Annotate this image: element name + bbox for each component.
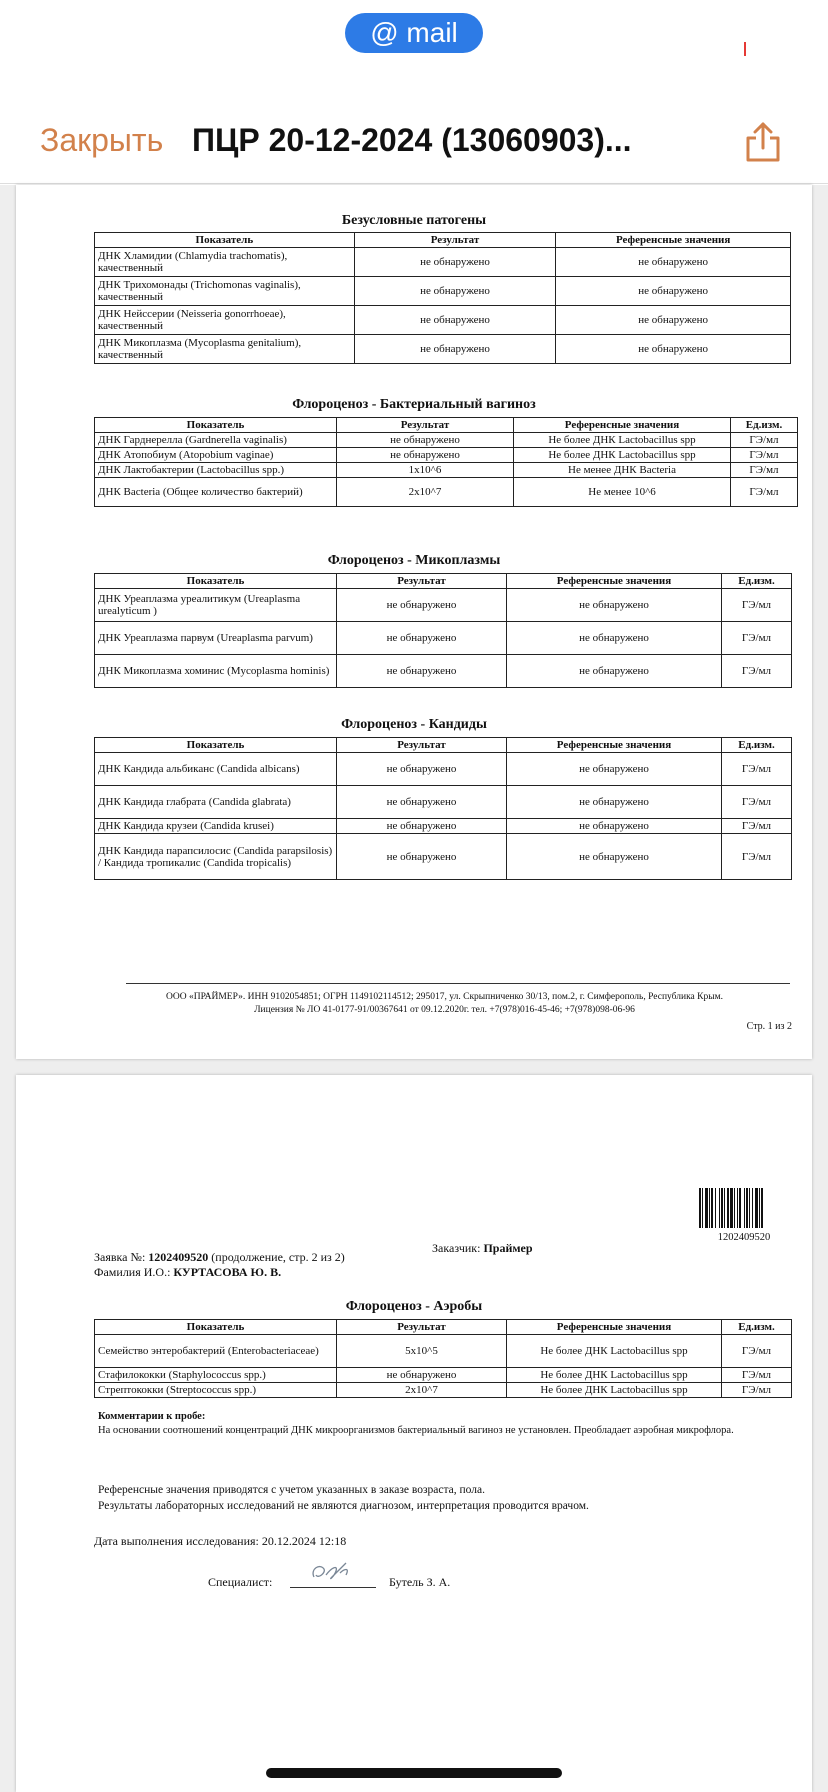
unit-cell: ГЭ/мл: [722, 622, 792, 655]
specialist-name: Бутель З. А.: [389, 1575, 451, 1589]
order-suffix: (продолжение, стр. 2 из 2): [211, 1250, 345, 1264]
result-cell: не обнаружено: [337, 448, 514, 463]
results-table: [94, 232, 791, 364]
study-date: [94, 1534, 346, 1549]
section-title: Безусловные патогены: [341, 213, 487, 228]
section-title: Флороценоз - Кандиды: [341, 717, 487, 732]
barcode-number: 1202409520: [717, 1232, 771, 1243]
indicator-cell: ДНК Bacteria (Общее количество бактерий): [95, 478, 337, 507]
date-value: 20.12.2024 12:18: [261, 1534, 347, 1548]
reference-cell: не обнаружено: [556, 248, 791, 277]
disclaimer-line: Референсные значения приводятся с учетом указанных в заказе возраста, пола.: [98, 1484, 485, 1496]
table-row: [95, 335, 791, 364]
table-row: [95, 1368, 792, 1383]
column-header: Ед.изм.: [731, 418, 798, 433]
indicator-cell: Семейство энтеробактерий (Enterobacteriaceae): [95, 1335, 337, 1368]
unit-cell: ГЭ/мл: [722, 1383, 792, 1398]
reference-cell: Не менее 10^6: [514, 478, 731, 507]
section-title: Флороценоз - Бактериальный вагиноз: [292, 397, 536, 412]
table-row: [95, 622, 792, 655]
unit-cell: ГЭ/мл: [731, 478, 798, 507]
mail-brand-pill: @ mail: [345, 13, 483, 53]
indicator-cell: Стафилококки (Staphylococcus spp.): [95, 1368, 337, 1383]
disclaimer: [98, 1482, 798, 1514]
order-label: Заявка №:: [94, 1250, 146, 1264]
comment-text: На основании соотношений концентраций ДНК микроорганизмов бактериальный вагиноз не установлен. Преобладает аэробная микрофлора.: [98, 1425, 734, 1436]
column-header: Показатель: [95, 574, 337, 589]
reference-cell: не обнаружено: [507, 753, 722, 786]
unit-cell: ГЭ/мл: [722, 589, 792, 622]
table-row: [95, 433, 798, 448]
table-row: [95, 834, 792, 880]
reference-cell: Не более ДНК Lactobacillus spp: [514, 433, 731, 448]
column-header: Ед.изм.: [722, 574, 792, 589]
pdf-page-1: [16, 185, 812, 1059]
result-cell: 2x10^7: [337, 1383, 507, 1398]
indicator-cell: ДНК Нейссерии (Neisseria gonorrhoeae), качественный: [95, 306, 355, 335]
unit-cell: ГЭ/мл: [722, 786, 792, 819]
column-header: Результат: [354, 233, 556, 248]
section-title: Флороценоз - Микоплазмы: [327, 553, 501, 568]
result-cell: не обнаружено: [354, 277, 556, 306]
reference-cell: не обнаружено: [556, 277, 791, 306]
barcode: [699, 1188, 791, 1228]
result-cell: не обнаружено: [337, 622, 507, 655]
indicator-cell: ДНК Кандида глабрата (Candida glabrata): [95, 786, 337, 819]
column-header: Результат: [337, 418, 514, 433]
table-row: [95, 478, 798, 507]
column-header: Результат: [337, 738, 507, 753]
column-header: Показатель: [95, 233, 355, 248]
reference-cell: Не более ДНК Lactobacillus spp: [507, 1368, 722, 1383]
result-cell: не обнаружено: [337, 589, 507, 622]
reference-cell: не обнаружено: [507, 819, 722, 834]
reference-cell: не обнаружено: [507, 655, 722, 688]
result-cell: 2x10^7: [337, 478, 514, 507]
reference-cell: Не более ДНК Lactobacillus spp: [507, 1335, 722, 1368]
indicator-cell: ДНК Микоплазма (Mycoplasma genitalium), качественный: [95, 335, 355, 364]
indicator-cell: ДНК Хламидии (Chlamydia trachomatis), качественный: [95, 248, 355, 277]
indicator-cell: Стрептококки (Streptococcus spp.): [95, 1383, 337, 1398]
unit-cell: ГЭ/мл: [722, 1335, 792, 1368]
column-header: Референсные значения: [514, 418, 731, 433]
close-button[interactable]: Закрыть: [40, 122, 164, 158]
pdf-viewer[interactable]: [0, 185, 828, 1792]
column-header: Референсные значения: [507, 574, 722, 589]
reference-cell: не обнаружено: [507, 589, 722, 622]
column-header: Показатель: [95, 738, 337, 753]
indicator-cell: ДНК Уреаплазма парвум (Ureaplasma parvum): [95, 622, 337, 655]
footer-license: Лицензия № ЛО 41-0177-91/00367641 от 09.12.2020г. тел. +7(978)016-45-46; +7(978)098-06-96: [254, 1005, 635, 1015]
result-cell: не обнаружено: [337, 753, 507, 786]
reference-cell: не обнаружено: [507, 622, 722, 655]
indicator-cell: ДНК Кандида альбиканс (Candida albicans): [95, 753, 337, 786]
table-row: [95, 1383, 792, 1398]
footer-company: ООО «ПРАЙМЕР». ИНН 9102054851; ОГРН 1149102114512; 295017, ул. Скрыпниченко 30/13, пом.2, г. Симферополь, Республика Крым.: [166, 992, 723, 1002]
reference-cell: не обнаружено: [556, 335, 791, 364]
result-cell: не обнаружено: [354, 335, 556, 364]
indicator-cell: ДНК Уреаплазма уреалитикум (Ureaplasma urealyticum ): [95, 589, 337, 622]
result-cell: 5x10^5: [337, 1335, 507, 1368]
result-cell: не обнаружено: [337, 433, 514, 448]
patient-line: [94, 1265, 281, 1280]
table-row: [95, 753, 792, 786]
unit-cell: ГЭ/мл: [731, 448, 798, 463]
column-header: Референсные значения: [507, 1320, 722, 1335]
unit-cell: ГЭ/мл: [731, 463, 798, 478]
footer-divider: [126, 983, 790, 984]
table-row: [95, 277, 791, 306]
disclaimer-line: Результаты лабораторных исследований не являются диагнозом, интерпретация проводится врачом.: [98, 1500, 589, 1512]
recording-indicator: [744, 42, 746, 56]
table-row: [95, 1335, 792, 1368]
section-title: Флороценоз - Аэробы: [345, 1299, 483, 1314]
table-row: [95, 589, 792, 622]
indicator-cell: ДНК Атопобиум (Atopobium vaginae): [95, 448, 337, 463]
specialist-label: Специалист:: [208, 1575, 273, 1589]
customer-line: [432, 1241, 533, 1256]
comment-title: Комментарии к пробе:: [98, 1411, 206, 1422]
table-row: [95, 306, 791, 335]
table-row: [95, 786, 792, 819]
column-header: Ед.изм.: [722, 1320, 792, 1335]
page-footer: [96, 991, 793, 1017]
column-header: Референсные значения: [556, 233, 791, 248]
patient-label: Фамилия И.О.:: [94, 1265, 171, 1279]
result-cell: не обнаружено: [337, 1368, 507, 1383]
result-cell: не обнаружено: [337, 834, 507, 880]
viewer-header: [0, 100, 828, 184]
indicator-cell: ДНК Кандида крузеи (Candida krusei): [95, 819, 337, 834]
unit-cell: ГЭ/мл: [722, 819, 792, 834]
results-table: [94, 737, 792, 880]
reference-cell: не обнаружено: [507, 786, 722, 819]
column-header: Результат: [337, 574, 507, 589]
reference-cell: не обнаружено: [507, 834, 722, 880]
table-row: [95, 655, 792, 688]
customer-name: Праймер: [483, 1241, 533, 1255]
date-label: Дата выполнения исследования:: [94, 1534, 259, 1548]
unit-cell: ГЭ/мл: [722, 655, 792, 688]
table-row: [95, 819, 792, 834]
column-header: Результат: [337, 1320, 507, 1335]
result-cell: 1x10^6: [337, 463, 514, 478]
results-table: [94, 573, 792, 688]
pdf-page-2: [16, 1075, 812, 1792]
barcode-bar: [763, 1188, 764, 1228]
share-icon[interactable]: [742, 120, 784, 164]
indicator-cell: ДНК Гарднерелла (Gardnerella vaginalis): [95, 433, 337, 448]
reference-cell: Не более ДНК Lactobacillus spp: [514, 448, 731, 463]
document-title: ПЦР 20-12-2024 (13060903)...: [192, 122, 632, 158]
unit-cell: ГЭ/мл: [731, 433, 798, 448]
signature-line: [290, 1587, 376, 1588]
unit-cell: ГЭ/мл: [722, 834, 792, 880]
reference-cell: Не менее ДНК Bacteria: [514, 463, 731, 478]
column-header: Показатель: [95, 418, 337, 433]
signature-icon: [306, 1555, 360, 1591]
result-cell: не обнаружено: [337, 786, 507, 819]
home-indicator[interactable]: [266, 1768, 562, 1778]
column-header: Показатель: [95, 1320, 337, 1335]
unit-cell: ГЭ/мл: [722, 753, 792, 786]
table-row: [95, 248, 791, 277]
sample-comment: [98, 1410, 798, 1438]
result-cell: не обнаружено: [337, 819, 507, 834]
result-cell: не обнаружено: [337, 655, 507, 688]
result-cell: не обнаружено: [354, 306, 556, 335]
results-table: [94, 1319, 792, 1398]
result-cell: не обнаружено: [354, 248, 556, 277]
reference-cell: не обнаружено: [556, 306, 791, 335]
unit-cell: ГЭ/мл: [722, 1368, 792, 1383]
table-row: [95, 463, 798, 478]
indicator-cell: ДНК Лактобактерии (Lactobacillus spp.): [95, 463, 337, 478]
patient-name: КУРТАСОВА Ю. В.: [173, 1265, 282, 1279]
reference-cell: Не более ДНК Lactobacillus spp: [507, 1383, 722, 1398]
page-number: Стр. 1 из 2: [746, 1021, 792, 1032]
customer-label: Заказчик:: [432, 1241, 481, 1255]
results-table: [94, 417, 798, 507]
indicator-cell: ДНК Микоплазма хоминис (Mycoplasma hominis): [95, 655, 337, 688]
indicator-cell: ДНК Кандида парапсилосис (Candida parapsilosis) / Кандида тропикалис (Candida tropicalis): [95, 834, 337, 880]
order-number: 1202409520: [148, 1250, 209, 1264]
column-header: Ед.изм.: [722, 738, 792, 753]
order-line: [94, 1250, 345, 1265]
indicator-cell: ДНК Трихомонады (Trichomonas vaginalis), качественный: [95, 277, 355, 306]
column-header: Референсные значения: [507, 738, 722, 753]
table-row: [95, 448, 798, 463]
